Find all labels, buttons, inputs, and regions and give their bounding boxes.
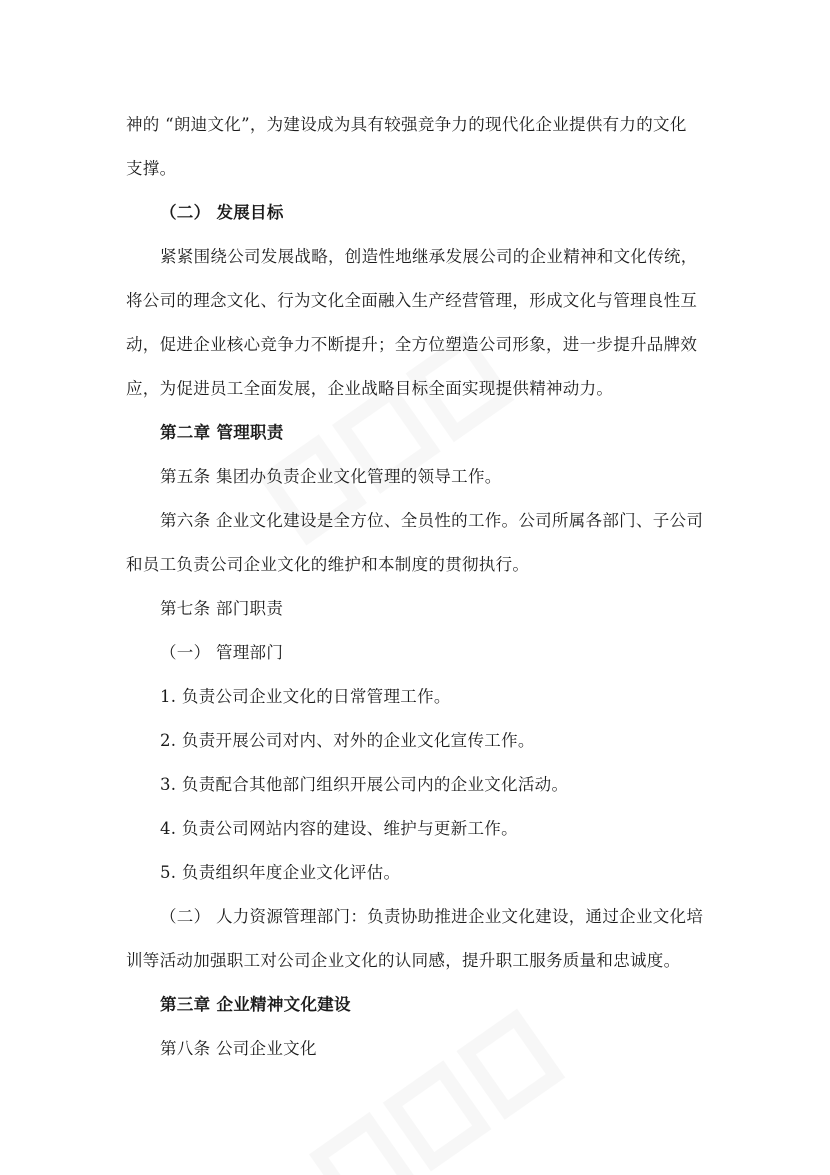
body-line-7: 应，为促进员工全面发展，企业战略目标全面实现提供精神动力。 [126, 379, 614, 398]
body-line-4: 紧紧围绕公司发展战略，创造性地继承发展公司的企业精神和文化传统， [160, 247, 698, 266]
article-5: 第五条 集团办负责企业文化管理的领导工作。 [160, 467, 502, 486]
body-line-5: 将公司的理念文化、行为文化全面融入生产经营管理，形成文化与管理良性互 [126, 291, 698, 310]
list-item-1: 1. 负责公司企业文化的日常管理工作。 [160, 687, 451, 706]
list-item-3: 3. 负责配合其他部门组织开展公司内的企业文化活动。 [160, 775, 569, 794]
list-item-5: 5. 负责组织年度企业文化评估。 [160, 863, 401, 882]
subsection-hr-line-1: （二） 人力资源管理部门：负责协助推进企业文化建设，通过企业文化培 [160, 907, 704, 926]
chapter-heading-2: 第二章 管理职责 [160, 423, 284, 442]
list-item-2: 2. 负责开展公司对内、对外的企业文化宣传工作。 [160, 731, 535, 750]
article-8: 第八条 公司企业文化 [160, 1039, 317, 1058]
section-heading-development-goals: （二） 发展目标 [160, 203, 284, 222]
article-6-line-1: 第六条 企业文化建设是全方位、全员性的工作。公司所属各部门、子公司 [160, 511, 704, 530]
subsection-management-dept: （一） 管理部门 [160, 643, 284, 662]
chapter-heading-3: 第三章 企业精神文化建设 [160, 995, 351, 1014]
subsection-hr-line-2: 训等活动加强职工对公司企业文化的认同感，提升职工服务质量和忠诚度。 [126, 951, 681, 970]
list-item-4: 4. 负责公司网站内容的建设、维护与更新工作。 [160, 819, 518, 838]
body-line-1: 神的 “朗迪文化”，为建设成为具有较强竞争力的现代化企业提供有力的文化 [126, 115, 687, 134]
article-6-line-2: 和员工负责公司企业文化的维护和本制度的贯彻执行。 [126, 555, 530, 574]
body-line-2: 支撑。 [126, 159, 177, 178]
body-line-6: 动，促进企业核心竞争力不断提升；全方位塑造公司形象，进一步提升品牌效 [126, 335, 698, 354]
article-7: 第七条 部门职责 [160, 599, 284, 618]
